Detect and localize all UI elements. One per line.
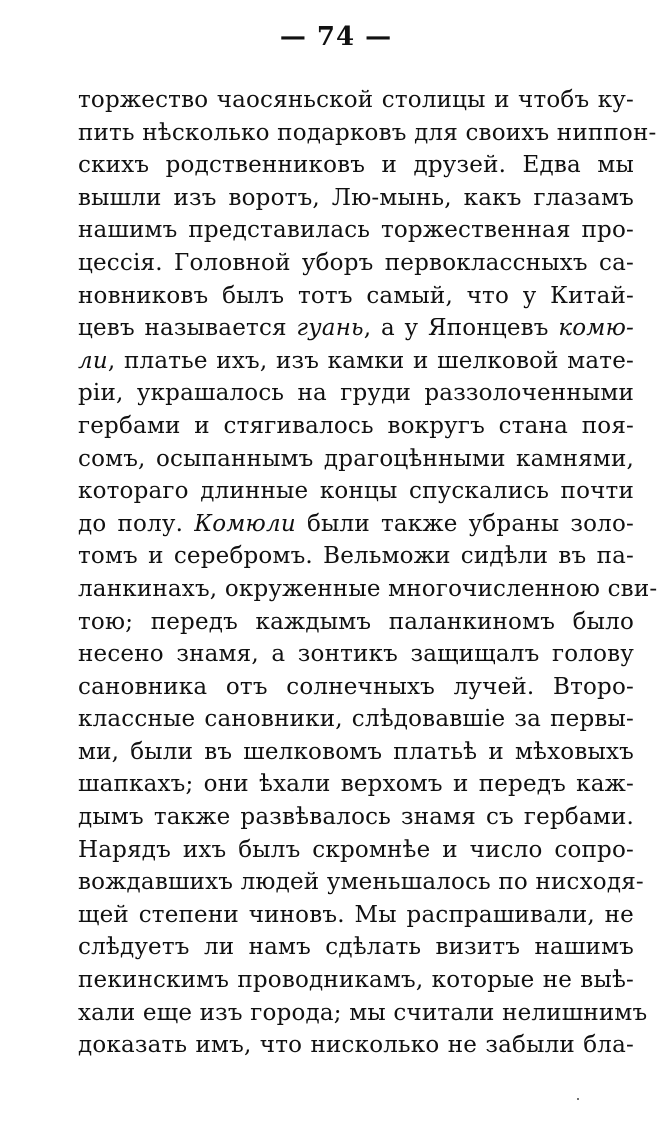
text-line: цессія. Головной уборъ первоклассныхъ са- bbox=[78, 249, 634, 276]
text-line: томъ и серебромъ. Вельможи сидѣли въ па- bbox=[78, 543, 634, 570]
text-line: Нарядъ ихъ былъ скромнѣе и число сопро- bbox=[78, 836, 634, 863]
print-speck bbox=[577, 1098, 579, 1100]
text-line: слѣдуетъ ли намъ сдѣлать визитъ нашимъ bbox=[78, 934, 634, 961]
text-line: классные сановники, слѣдовавшіе за первы- bbox=[78, 706, 634, 733]
text-line: гербами и стягивалось вокругъ стана поя- bbox=[78, 412, 634, 439]
text-line: вождавшихъ людей уменьшалось по нисходя- bbox=[78, 869, 644, 896]
text-line: ріи, украшалось на груди раззолоченными bbox=[78, 380, 634, 407]
text-line: сомъ, осыпаннымъ драгоцѣнными камнями, bbox=[78, 445, 634, 472]
page-number: — 74 — bbox=[279, 22, 393, 52]
text-line: скихъ родственниковъ и друзей. Едва мы bbox=[78, 152, 634, 179]
text-line: новниковъ былъ тотъ самый, что у Китай- bbox=[78, 282, 634, 309]
text-line: ми, были въ шелковомъ платьѣ и мѣховыхъ bbox=[78, 738, 634, 765]
text-line: шапкахъ; они ѣхали верхомъ и передъ каж- bbox=[78, 771, 634, 798]
text-line: пекинскимъ проводникамъ, которые не выѣ- bbox=[78, 967, 634, 994]
text-line: ланкинахъ, окруженные многочисленною сви- bbox=[78, 575, 658, 602]
text-line: цевъ называется гуань, а у Японцевъ комю- bbox=[78, 315, 634, 342]
text-line: несено знамя, а зонтикъ защищалъ голову bbox=[78, 641, 634, 668]
text-line: нашимъ представилась торжественная про- bbox=[78, 217, 634, 244]
text-line: ли, платье ихъ, изъ камки и шелковой мате- bbox=[78, 347, 634, 374]
text-line: щей степени чиновъ. Мы распрашивали, не bbox=[78, 901, 634, 928]
body-text bbox=[78, 84, 658, 1062]
text-line: тою; передъ каждымъ паланкиномъ было bbox=[78, 608, 634, 635]
text-line: торжество чаосяньской столицы и чтобъ ку- bbox=[78, 87, 634, 113]
text-line: котораго длинные концы спускались почти bbox=[78, 478, 634, 505]
text-line: до полу. Комюли были также убраны золо- bbox=[78, 510, 634, 537]
text-line: пить нѣсколько подарковъ для своихъ ниппон- bbox=[78, 119, 657, 146]
text-line: доказать имъ, что нисколько не забыли бла- bbox=[78, 1032, 634, 1059]
text-line: вышли изъ воротъ, Лю-мынь, какъ глазамъ bbox=[78, 184, 634, 211]
text-line: сановника отъ солнечныхъ лучей. Второ- bbox=[78, 673, 634, 700]
text-line: хали еще изъ города; мы считали нелишнимъ bbox=[78, 999, 648, 1026]
text-line: дымъ также развѣвалось знамя съ гербами. bbox=[78, 804, 634, 831]
